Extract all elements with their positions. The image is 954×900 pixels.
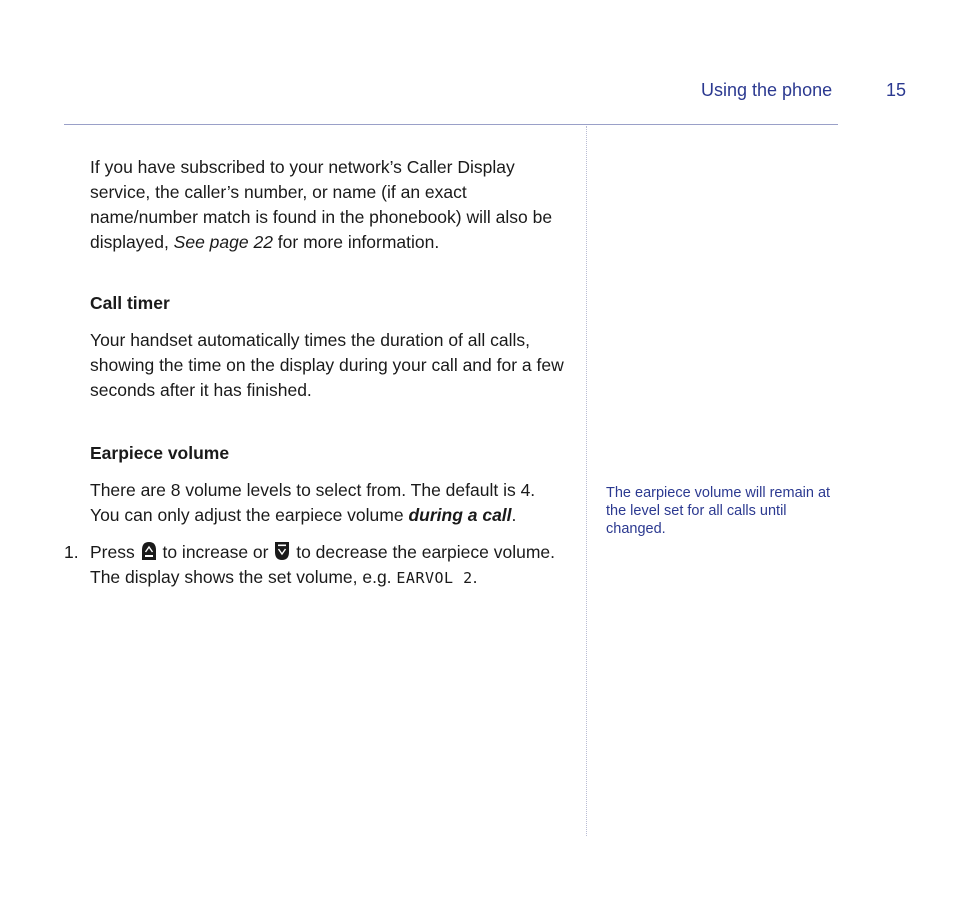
column-divider <box>586 126 587 836</box>
step-text-1: Press <box>90 542 140 562</box>
earpiece-volume-heading: Earpiece volume <box>90 443 230 463</box>
volume-down-key-icon <box>273 540 291 562</box>
step-number: 1. <box>64 542 79 562</box>
volume-up-key-icon <box>140 540 158 562</box>
step-text-3: to decrease the earpiece volume. The display shows the set volume, e.g. <box>90 542 555 587</box>
intro-text: If you have subscribed to your network’s Caller Display service, the caller’s number, or name (if an exact name/number match is found in the phonebook) will also be displayed, <box>90 157 553 252</box>
intro-text-end: for more information. <box>272 232 440 252</box>
page-reference: See page 22 <box>173 232 273 252</box>
earpiece-text: There are 8 volume levels to select from. The default is 4. You can only adjust the earpiece volume <box>90 480 536 525</box>
header-rule <box>64 124 838 125</box>
step-text-2: to increase or <box>157 542 274 562</box>
intro-paragraph <box>90 155 568 255</box>
earpiece-emphasis: during a call <box>408 505 512 525</box>
display-readout: EARVOL 2 <box>396 569 473 587</box>
side-note: The earpiece volume will remain at the level set for all calls until changed. <box>606 485 831 537</box>
main-column <box>64 155 568 591</box>
call-timer-paragraph: Your handset automatically times the duration of all calls, showing the time on the display during your call and for a few seconds after it has finished. <box>90 330 564 400</box>
earpiece-text-end: . <box>511 505 517 525</box>
step-item <box>64 540 568 591</box>
earpiece-paragraph <box>90 478 568 528</box>
call-timer-heading: Call timer <box>90 293 170 313</box>
running-header: Using the phone <box>701 80 833 100</box>
page-number: 15 <box>886 80 907 100</box>
step-text-4: . <box>472 567 478 587</box>
